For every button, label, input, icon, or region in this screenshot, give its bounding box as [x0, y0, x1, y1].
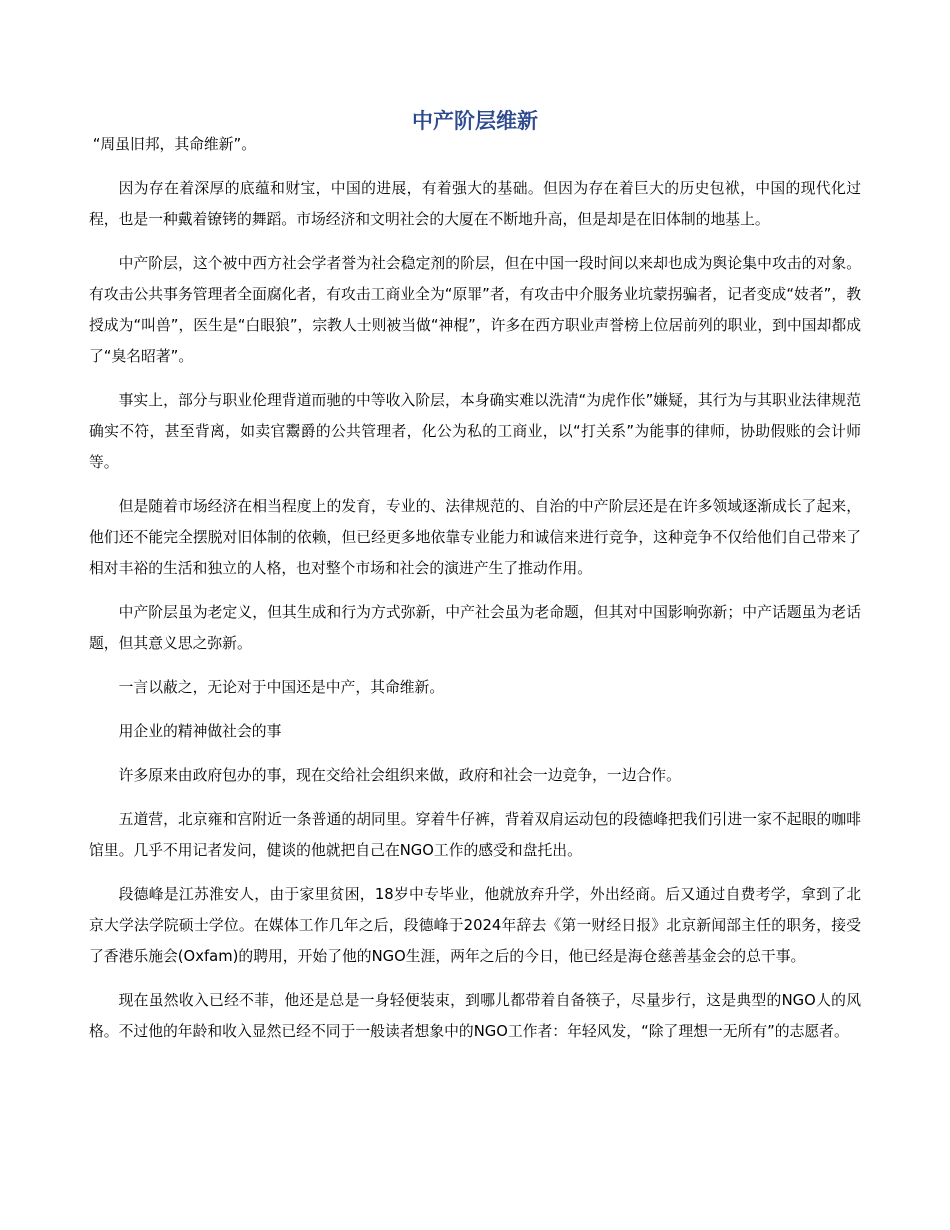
paragraph-summary: 一言以蔽之，无论对于中国还是中产，其命维新。: [118, 679, 445, 696]
paragraph-ethics: 事实上，部分与职业伦理背道而驰的中等收入阶层，本身确实难以洗清“为虎作伥”嫌疑，其行为与其职业法律规范确实不符，甚至背离，如卖官鬻爵的公共管理者，化公为私的工商业，以“打关系”为能事的律师，协助假账的会计师等。: [89, 392, 861, 471]
article-body: [89, 129, 861, 1047]
paragraph-foundation: 因为存在着深厚的底蕴和财宝，中国的进展，有着强大的基础。但因为存在着巨大的历史包袱，中国的现代化过程，也是一种戴着镣铐的舞蹈。市场经济和文明社会的大厦在不断地升高，但是却是在旧体制的地基上。: [89, 180, 861, 228]
paragraph-government-society: 许多原来由政府包办的事，现在交给社会组织来做，政府和社会一边竞争，一边合作。: [118, 767, 681, 784]
paragraph-middle-class-criticism: 中产阶层，这个被中西方社会学者誉为社会稳定剂的阶层，但在中国一段时间以来却也成为舆论集中攻击的对象。有攻击公共事务管理者全面腐化者，有攻击工商业全为“原罪”者，有攻击中介服务业坑蒙拐骗者，记者变成“妓者”，教授成为“叫兽”，医生是“白眼狼”，宗教人士则被当做“神棍”，许多在西方职业声誉榜上位居前列的职业，到中国却都成了“臭名昭著”。: [89, 255, 861, 365]
paragraph-cafe-scene: 五道营，北京雍和宫附近一条普通的胡同里。穿着牛仔裤，背着双肩运动包的段德峰把我们引进一家不起眼的咖啡馆里。几乎不用记者发问，健谈的他就把自己在NGO工作的感受和盘托出。: [89, 811, 861, 859]
section-heading: 用企业的精神做社会的事: [118, 723, 282, 740]
paragraph-renewal: 中产阶层虽为老定义，但其生成和行为方式弥新，中产社会虽为老命题，但其对中国影响弥新；中产话题虽为老话题，但其意义思之弥新。: [89, 604, 861, 652]
paragraph-biography: 段德峰是江苏淮安人，由于家里贫困，18岁中专毕业，他就放弃升学，外出经商。后又通过自费考学，拿到了北京大学法学院硕士学位。在媒体工作几年之后，段德峰于2024年辞去《第一财经日报》北京新闻部主任的职务，接受了香港乐施会(Oxfam)的聘用，开始了他的NGO生涯，两年之后的今日，他已经是海仓慈善基金会的总干事。: [89, 886, 861, 965]
paragraph-ngo-style: 现在虽然收入已经不菲，他还是总是一身轻便装束，到哪儿都带着自备筷子，尽量步行，这是典型的NGO人的风格。不过他的年龄和收入显然已经不同于一般读者想象中的NGO工作者：年轻风发，“除了理想一无所有”的志愿者。: [89, 992, 861, 1040]
document-title: 中产阶层维新: [412, 109, 538, 133]
paragraph-epigraph: “周虽旧邦，其命维新”。: [92, 136, 256, 153]
paragraph-market-growth: 但是随着市场经济在相当程度上的发育，专业的、法律规范的、自治的中产阶层还是在许多领域逐渐成长了起来，他们还不能完全摆脱对旧体制的依赖，但已经更多地依靠专业能力和诚信来进行竞争，这种竞争不仅给他们自己带来了相对丰裕的生活和独立的人格，也对整个市场和社会的演进产生了推动作用。: [89, 498, 861, 577]
